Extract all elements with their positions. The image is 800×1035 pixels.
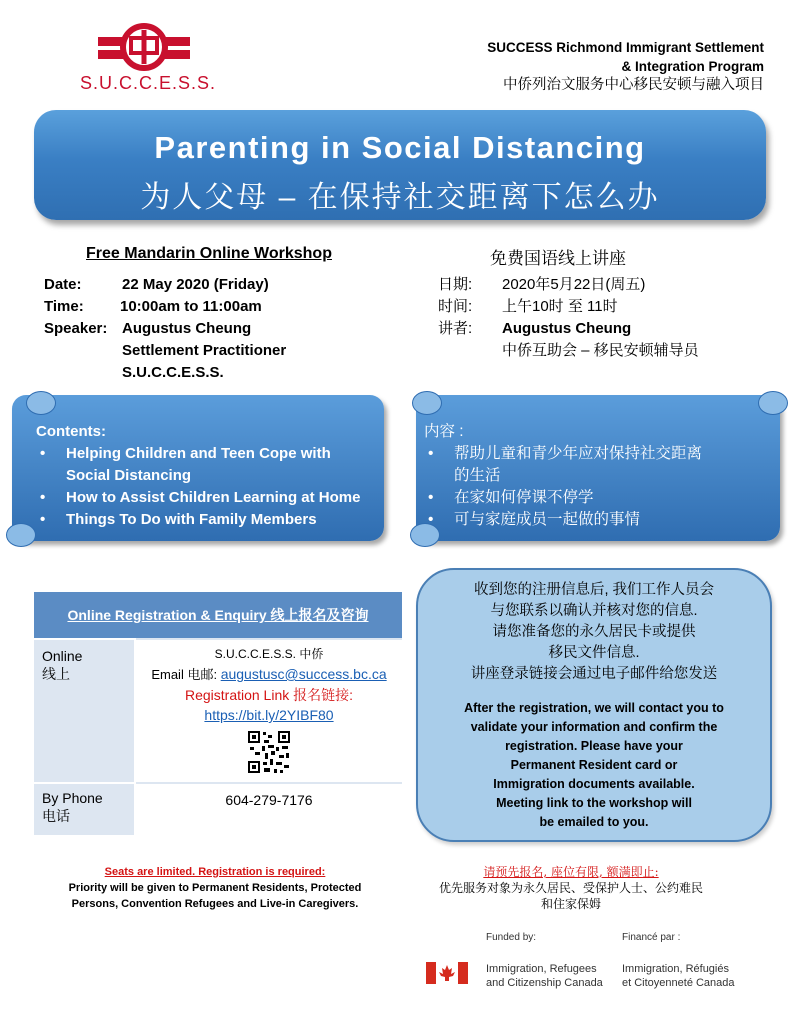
online-label-cell xyxy=(34,639,135,783)
scroll-curl-icon xyxy=(26,391,56,415)
finance-par-label: Financé par : xyxy=(622,932,681,943)
time-value: 10:00am to 11:00am xyxy=(120,298,262,315)
notice-zh-line: 与您联系以确认并核对您的信息. xyxy=(490,603,698,619)
funder-en xyxy=(486,962,603,990)
list-item: • 可与家庭成员一起做的事情 xyxy=(424,509,702,531)
logo-text: S.U.C.C.E.S.S. xyxy=(80,73,217,93)
notice-zh xyxy=(418,580,770,685)
list-item: • Things To Do with Family Members xyxy=(36,509,360,531)
email-label: Email 电邮: xyxy=(151,667,218,682)
list-item: • 在家如何停课不停学 xyxy=(424,487,702,509)
contents-scroll-zh xyxy=(416,395,780,541)
speaker-title-zh: 中侨互助会 – 移民安顿辅导员 xyxy=(502,342,699,359)
notice-en-line: Permanent Resident card or xyxy=(510,758,678,772)
workshop-info-zh xyxy=(438,274,699,362)
priority-line-en: Persons, Convention Refugees and Live-in Caregivers. xyxy=(71,898,359,910)
footer-en xyxy=(20,864,410,912)
notice-en-line: validate your information and confirm the xyxy=(470,720,718,734)
speaker-org: S.U.C.C.E.S.S. xyxy=(122,364,224,381)
registration-link-label: Registration Link 报名链接: xyxy=(184,687,354,703)
org-title-line2: & Integration Program xyxy=(621,59,764,74)
priority-line-zh: 和住家保姆 xyxy=(540,897,601,911)
registration-notice xyxy=(416,568,772,842)
org-title-line1: SUCCESS Richmond Immigrant Settlement xyxy=(487,40,764,55)
notice-en-line: be emailed to you. xyxy=(539,815,649,829)
title-en: Parenting in Social Distancing xyxy=(154,130,646,165)
funder-fr-line: Immigration, Réfugiés xyxy=(622,963,729,975)
notice-zh-line: 请您准备您的永久居民卡或提供 xyxy=(492,624,696,640)
scroll-curl-icon xyxy=(758,391,788,415)
phone-label-cell xyxy=(34,783,135,835)
list-item: • How to Assist Children Learning at Home xyxy=(36,487,360,509)
contents-title-en: Contents: xyxy=(36,423,106,440)
notice-en xyxy=(418,699,770,832)
phone-label-zh: 电话 xyxy=(42,808,70,824)
footer-zh xyxy=(412,864,730,912)
scroll-curl-icon xyxy=(412,391,442,415)
priority-line-zh: 优先服务对象为永久居民、受保护人士、公约难民 xyxy=(438,881,703,895)
success-emblem-icon xyxy=(98,20,190,74)
date-label-zh: 日期: xyxy=(438,276,473,293)
phone-number: 604-279-7176 xyxy=(135,783,402,835)
speaker-name-zh: Augustus Cheung xyxy=(502,320,632,337)
online-label-zh: 线上 xyxy=(42,666,70,682)
registration-table xyxy=(34,592,402,835)
workshop-info-en xyxy=(44,274,286,384)
funded-by-label: Funded by: xyxy=(486,932,537,943)
email-link[interactable]: augustusc@success.bc.ca xyxy=(220,666,387,682)
notice-en-line: registration. Please have your xyxy=(505,739,683,753)
contents-list-zh xyxy=(424,443,702,531)
contents-list-en xyxy=(36,443,360,531)
workshop-heading-en: Free Mandarin Online Workshop xyxy=(86,245,332,262)
funder-block xyxy=(426,928,736,996)
canada-flag-icon xyxy=(426,962,468,987)
notice-en-line: Meeting link to the workshop will xyxy=(496,796,692,810)
online-detail-cell xyxy=(135,639,402,783)
notice-en-line: After the registration, we will contact you to xyxy=(464,701,724,715)
speaker-label: Speaker: xyxy=(44,320,108,337)
contents-scroll-en xyxy=(12,395,384,541)
priority-line-en: Priority will be given to Permanent Residents, Protected xyxy=(68,882,362,894)
seats-warning-zh: 请预先报名, 座位有限, 额满即止: xyxy=(483,865,659,879)
notice-zh-line: 收到您的注册信息后, 我们工作人员会 xyxy=(473,582,715,598)
org-title-line3: 中侨列治文服务中心移民安顿与融入项目 xyxy=(503,77,764,93)
title-banner xyxy=(34,110,766,220)
time-label-zh: 时间: xyxy=(438,298,473,315)
org-title xyxy=(487,38,764,95)
notice-en-line: Immigration documents available. xyxy=(493,777,695,791)
speaker-title: Settlement Practitioner xyxy=(122,342,287,359)
speaker-name: Augustus Cheung xyxy=(122,320,252,337)
funder-en-line: Immigration, Refugees xyxy=(486,963,597,975)
workshop-heading-zh: 免费国语线上讲座 xyxy=(490,249,626,268)
date-value-zh: 2020年5月22日(周五) xyxy=(502,276,646,293)
notice-zh-line: 移民文件信息. xyxy=(548,645,640,661)
scroll-curl-icon xyxy=(6,523,36,547)
funder-fr xyxy=(622,962,735,990)
notice-zh-line: 讲座登录链接会通过电子邮件给您发送 xyxy=(470,666,718,682)
contents-title-zh: 内容 : xyxy=(424,423,464,440)
list-item: • 帮助儿童和青少年应对保持社交距离 xyxy=(424,443,702,465)
seats-warning-en: Seats are limited. Registration is required: xyxy=(104,866,326,878)
speaker-label-zh: 讲者: xyxy=(438,320,473,337)
qr-code-icon[interactable] xyxy=(137,729,401,780)
list-item-continued: Social Distancing xyxy=(66,467,192,484)
success-logo xyxy=(98,20,190,74)
time-label: Time: xyxy=(44,298,84,315)
registration-link[interactable]: https://bit.ly/2YIBF80 xyxy=(204,707,334,723)
list-item-continued: 的生活 xyxy=(454,467,501,484)
date-value: 22 May 2020 (Friday) xyxy=(122,276,269,293)
date-label: Date: xyxy=(44,276,82,293)
time-value-zh: 上午10时 至 11时 xyxy=(502,298,618,315)
phone-label-en: By Phone xyxy=(42,790,103,806)
org-name: S.U.C.C.E.S.S. 中侨 xyxy=(214,647,324,661)
title-zh: 为人父母 – 在保持社交距离下怎么办 xyxy=(140,181,660,214)
online-label-en: Online xyxy=(42,648,83,664)
funder-en-line: and Citizenship Canada xyxy=(486,977,603,989)
registration-header: Online Registration & Enquiry 线上报名及咨询 xyxy=(34,592,402,639)
list-item: • Helping Children and Teen Cope with xyxy=(36,443,360,465)
funder-fr-line: et Citoyenneté Canada xyxy=(622,977,735,989)
